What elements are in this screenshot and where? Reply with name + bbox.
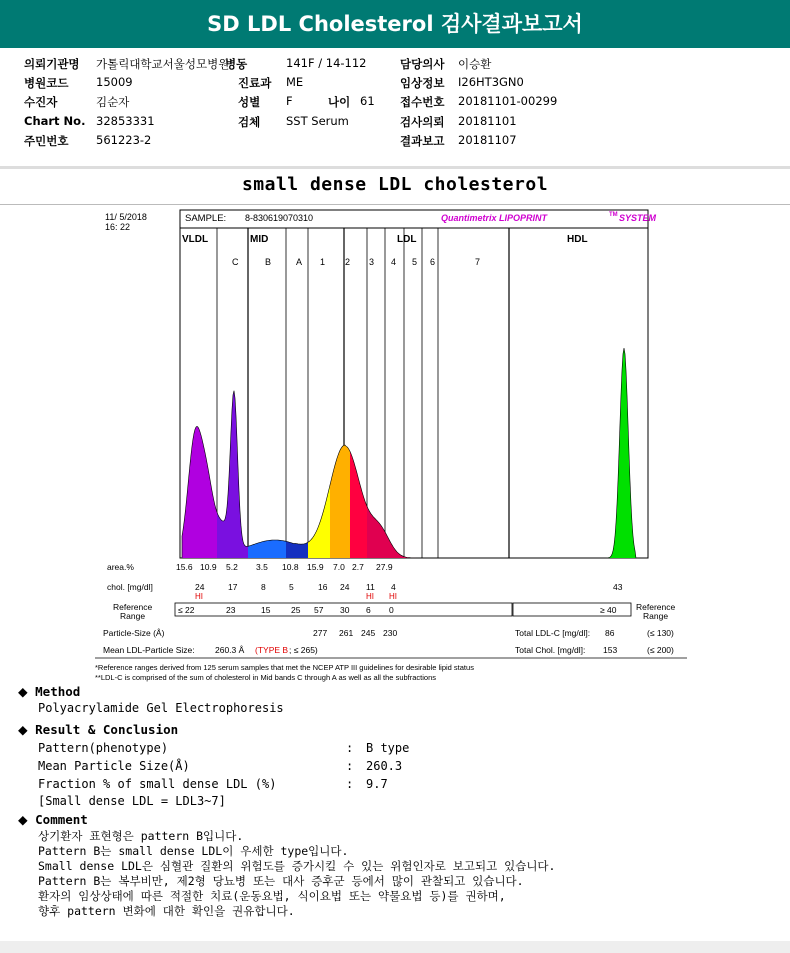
ref-value: 0 bbox=[389, 605, 394, 615]
lipoprint-chart bbox=[95, 208, 687, 686]
particle-value: 277 bbox=[313, 628, 328, 638]
patient-info bbox=[0, 52, 790, 162]
chol-value: 24 bbox=[195, 582, 205, 592]
report-date: 11/ 5/2018 bbox=[105, 212, 147, 222]
comment-line: Pattern B는 복부비만, 제2형 당뇨병 또는 대사 증후군 등에서 많이 관찰되고 있습니다. bbox=[38, 874, 524, 888]
info-label: 결과보고 bbox=[400, 134, 445, 148]
info-value: 141F / 14-112 bbox=[286, 56, 367, 70]
info-label: 성별 bbox=[238, 95, 261, 109]
hi-flag: HI bbox=[389, 592, 397, 601]
result-colon: : bbox=[346, 759, 354, 773]
area-value: 7.0 bbox=[333, 562, 345, 572]
comment-line: 상기환자 표현형은 pattern B입니다. bbox=[38, 829, 244, 843]
header-hdl: HDL bbox=[567, 234, 588, 245]
info-value: 61 bbox=[360, 94, 375, 108]
ref-value: 30 bbox=[340, 605, 350, 615]
area-value: 3.5 bbox=[256, 562, 268, 572]
sample-label: SAMPLE: bbox=[185, 213, 227, 224]
info-value: 20181101 bbox=[458, 114, 517, 128]
comment-line: 향후 pattern 변화에 대한 확인을 권유합니다. bbox=[38, 904, 295, 918]
area-value: 10.8 bbox=[282, 562, 299, 572]
result-value: B type bbox=[366, 741, 410, 755]
method-text: Polyacrylamide Gel Electrophoresis bbox=[38, 701, 284, 715]
ref-value: 25 bbox=[291, 605, 301, 615]
result-note: [Small dense LDL = LDL3~7] bbox=[38, 794, 226, 808]
brand-name: Quantimetrix LIPOPRINT bbox=[441, 213, 548, 223]
row-label-chol: chol. [mg/dl] bbox=[107, 582, 153, 592]
particle-value: 245 bbox=[361, 628, 376, 638]
result-label: Mean Particle Size(Å) bbox=[38, 759, 190, 773]
brand-system: SYSTEM bbox=[619, 213, 657, 223]
total-ldl-label: Total LDL-C [mg/dl]: bbox=[515, 628, 591, 638]
result-label: Fraction % of small dense LDL (%) bbox=[38, 777, 277, 791]
subheader-band: 5 bbox=[412, 257, 418, 267]
chol-value: 17 bbox=[228, 582, 238, 592]
ref-label-2: Range bbox=[120, 611, 146, 621]
comment-heading: ◆ Comment bbox=[18, 812, 88, 827]
info-value: 20181101-00299 bbox=[458, 94, 558, 108]
result-label: Pattern(phenotype) bbox=[38, 741, 169, 755]
info-value: 561223-2 bbox=[96, 133, 152, 147]
info-label: 나이 bbox=[328, 95, 351, 109]
footnote-2: **LDL-C is comprised of the sum of cholesterol in Mid bands C through A as well as all the subfractions bbox=[95, 673, 437, 682]
info-value: 김순자 bbox=[96, 95, 130, 109]
diamond-icon: ◆ bbox=[18, 812, 28, 827]
particle-value: 261 bbox=[339, 628, 354, 638]
info-label: 수진자 bbox=[24, 95, 58, 109]
subheader-band: 7 bbox=[475, 257, 481, 267]
area-value: 5.2 bbox=[226, 562, 238, 572]
info-label: 병원코드 bbox=[24, 76, 69, 90]
info-label: 임상정보 bbox=[400, 76, 445, 90]
method-heading: ◆ Method bbox=[18, 684, 81, 699]
report-title: SD LDL Cholesterol 검사결과보고서 bbox=[0, 0, 790, 48]
subheader-band: 2 bbox=[345, 257, 351, 267]
chol-value: 16 bbox=[318, 582, 328, 592]
chol-value: 43 bbox=[613, 582, 623, 592]
ref-value: 15 bbox=[261, 605, 271, 615]
footnote-1: *Reference ranges derived from 125 serum samples that met the NCEP ATP III guidelines for desirable lipid status bbox=[95, 663, 474, 672]
header-vldl: VLDL bbox=[182, 234, 209, 245]
sample-id: 8-830619070310 bbox=[245, 213, 314, 223]
info-label: Chart No. bbox=[24, 114, 86, 128]
ref-label-1: Reference bbox=[113, 602, 153, 612]
area-value: 2.7 bbox=[352, 562, 364, 572]
chol-value: 11 bbox=[366, 582, 375, 592]
info-label: 의뢰기관명 bbox=[24, 57, 80, 71]
chol-value: 4 bbox=[391, 582, 396, 592]
hi-flag: HI bbox=[195, 592, 203, 601]
comment-line: 환자의 임상상태에 따른 적절한 치료(운동요법, 식이요법 또는 약물요법 등)를 권하며, bbox=[38, 889, 506, 903]
subheader-band: 1 bbox=[320, 257, 326, 267]
chol-value: 8 bbox=[261, 582, 266, 592]
row-label-area: area.% bbox=[107, 562, 134, 572]
chol-value: 24 bbox=[340, 582, 350, 592]
info-value: ME bbox=[286, 75, 304, 89]
info-value: 15009 bbox=[96, 75, 133, 89]
subheader-band: 6 bbox=[430, 257, 436, 267]
divider bbox=[0, 166, 790, 169]
info-value: SST Serum bbox=[286, 114, 349, 128]
result-colon: : bbox=[346, 777, 354, 791]
mean-range: ; ≤ 265) bbox=[289, 645, 318, 655]
divider bbox=[0, 204, 790, 205]
ref-value: ≤ 22 bbox=[178, 605, 195, 615]
area-value: 27.9 bbox=[376, 562, 393, 572]
ref-value: 57 bbox=[314, 605, 324, 615]
brand-tm: TM bbox=[609, 212, 618, 218]
mean-type: (TYPE B bbox=[255, 645, 289, 655]
particle-value: 230 bbox=[383, 628, 398, 638]
info-value: I26HT3GN0 bbox=[458, 75, 524, 89]
mean-label: Mean LDL-Particle Size: bbox=[103, 645, 195, 655]
ref-label-right-2: Range bbox=[643, 611, 669, 621]
result-heading: ◆ Result & Conclusion bbox=[18, 722, 179, 737]
hdl-ref-value: ≥ 40 bbox=[600, 605, 617, 615]
info-label: 병동 bbox=[225, 57, 248, 71]
header-ldl: LDL bbox=[397, 234, 417, 245]
info-label: 접수번호 bbox=[400, 95, 445, 109]
header-mid: MID bbox=[250, 234, 269, 245]
area-value: 10.9 bbox=[200, 562, 217, 572]
page-footer bbox=[0, 941, 790, 953]
subheader-band: 4 bbox=[391, 257, 397, 267]
subheader-band: C bbox=[232, 257, 239, 267]
area-value: 15.9 bbox=[307, 562, 324, 572]
info-value: 가톨릭대학교서울성모병원 bbox=[96, 57, 230, 71]
total-ldl-value: 86 bbox=[605, 628, 615, 638]
total-chol-label: Total Chol. [mg/dl]: bbox=[515, 645, 586, 655]
comment-line: Pattern B는 small dense LDL이 우세한 type입니다. bbox=[38, 844, 349, 858]
info-value: 이승환 bbox=[458, 57, 492, 71]
ref-value: 23 bbox=[226, 605, 236, 615]
chol-value: 5 bbox=[289, 582, 294, 592]
info-value: 20181107 bbox=[458, 133, 517, 147]
info-label: 검체 bbox=[238, 115, 261, 129]
info-value: F bbox=[286, 94, 293, 108]
diamond-icon: ◆ bbox=[18, 722, 28, 737]
info-label: 담당의사 bbox=[400, 57, 445, 71]
result-value: 9.7 bbox=[366, 777, 388, 791]
result-value: 260.3 bbox=[366, 759, 403, 773]
ref-value: 6 bbox=[366, 605, 371, 615]
result-colon: : bbox=[346, 741, 354, 755]
report-time: 16: 22 bbox=[105, 222, 131, 232]
ref-label-right-1: Reference bbox=[636, 602, 676, 612]
total-chol-value: 153 bbox=[603, 645, 618, 655]
particle-label: Particle-Size (Å) bbox=[103, 628, 165, 638]
total-ldl-range: (≤ 130) bbox=[647, 628, 674, 638]
total-chol-range: (≤ 200) bbox=[647, 645, 674, 655]
subheader-band: 3 bbox=[369, 257, 375, 267]
lipoprint-report bbox=[95, 208, 687, 686]
subheader-band: B bbox=[265, 257, 272, 267]
area-value: 15.6 bbox=[176, 562, 193, 572]
hi-flag: HI bbox=[366, 592, 374, 601]
section-subtitle: small dense LDL cholesterol bbox=[241, 174, 549, 195]
subheader-band: A bbox=[296, 257, 303, 267]
mean-value: 260.3 Å bbox=[215, 645, 245, 655]
info-label: 검사의뢰 bbox=[400, 115, 445, 129]
info-label: 주민번호 bbox=[24, 134, 69, 148]
info-label: 진료과 bbox=[238, 76, 272, 90]
diamond-icon: ◆ bbox=[18, 684, 28, 699]
info-value: 32853331 bbox=[96, 114, 155, 128]
comment-line: Small dense LDL은 심혈관 질환의 위험도를 증가시킬 수 있는 위험인자로 보고되고 있습니다. bbox=[38, 859, 556, 873]
